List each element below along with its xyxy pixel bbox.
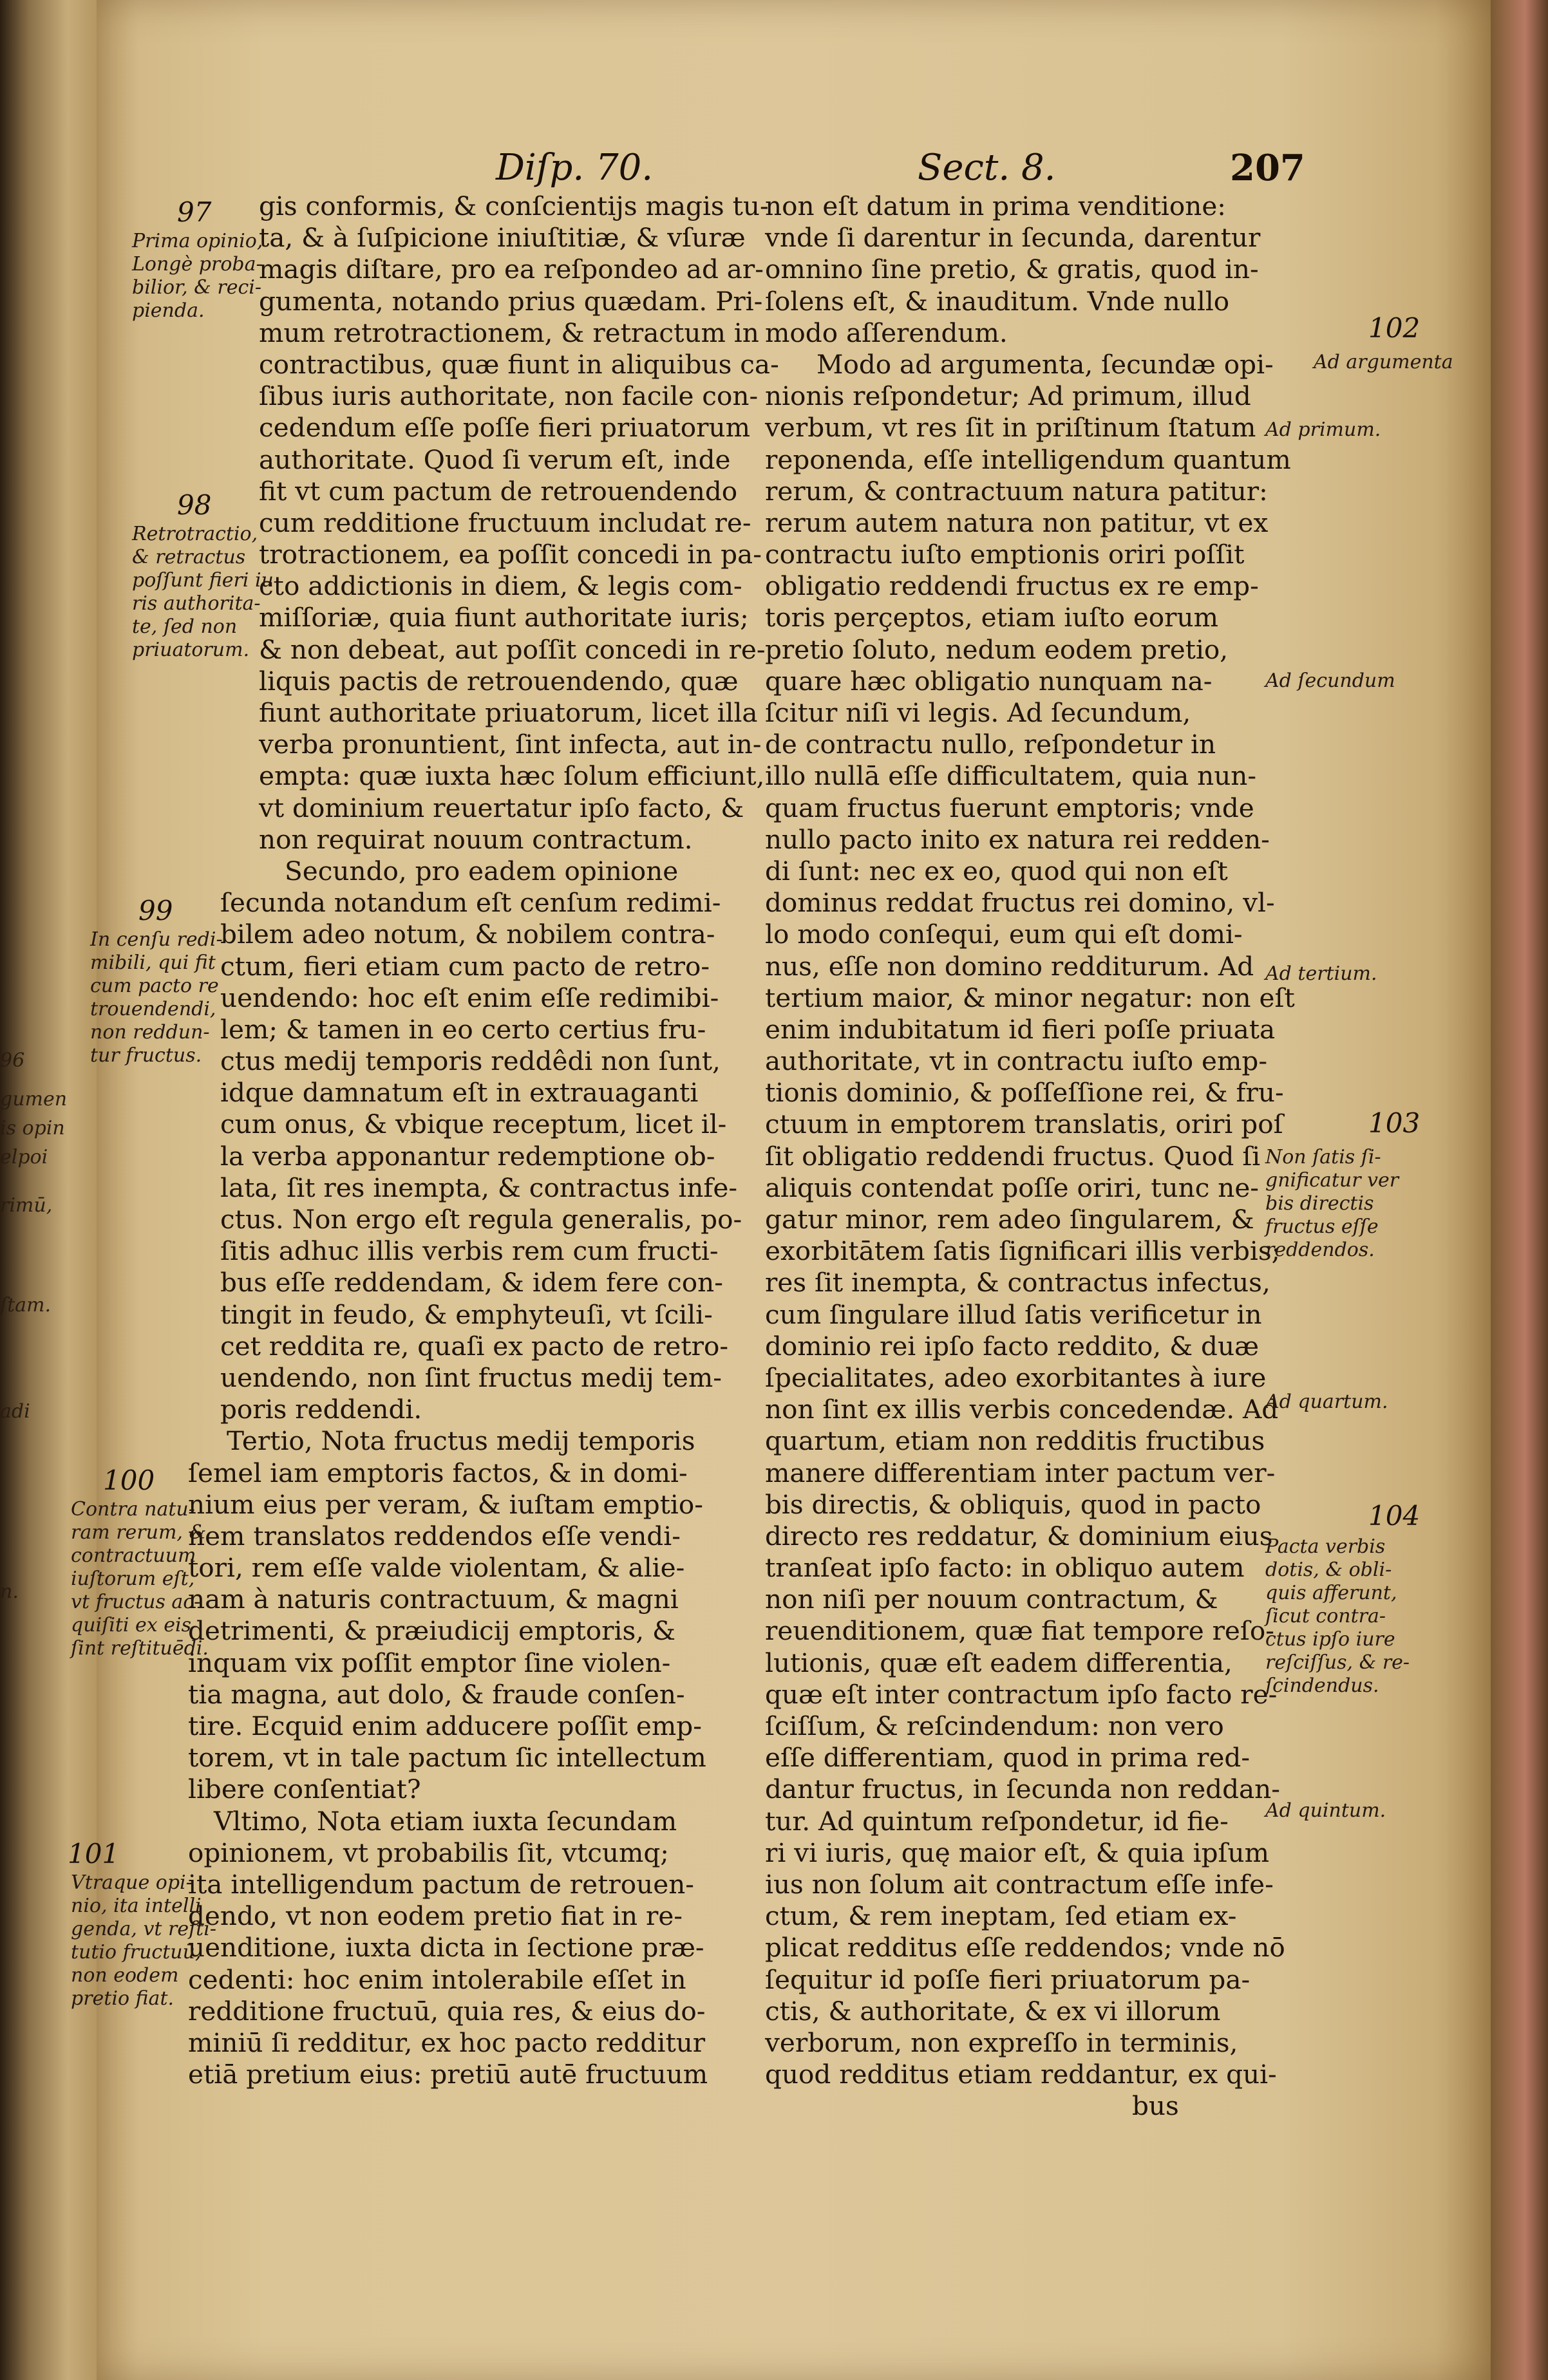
text-line: lo modo conſequi, eum qui eſt domi- [765,919,1243,950]
margin-note-line: tutio fructuū, [71,1941,202,1963]
text-line: liquis pactis de retrouendendo, quæ [259,665,739,697]
text-line: ſequitur id poſſe fieri priuatorum pa- [765,1963,1251,1995]
margin-note-line: pretio fiat. [71,1987,175,2010]
paragraph-number: 97 [177,196,212,228]
text-line: tire. Ecquid enim adducere poſſit emp- [188,1710,702,1741]
text-line: vnde ſi darentur in ſecunda, darentur [765,222,1261,254]
text-line: idque damnatum eſt in extrauaganti [220,1077,699,1109]
text-line: authoritate, vt in contractu iuſto emp- [765,1045,1268,1077]
margin-note-line: trouendendi, [90,998,216,1020]
margin-note-line: genda, vt reſti- [71,1918,216,1940]
text-line: non eſt datum in prima venditione: [765,191,1226,221]
text-line: nam à naturis contractuum, & magni [188,1584,679,1615]
text-line: toris perçeptos, etiam iuſto eorum [765,602,1219,633]
text-line: trotractionem, ea poſſit concedi in pa- [259,539,762,570]
header-section: Sect. 8. [918,147,1056,189]
text-line: eſſe differentiam, quod in prima red- [765,1742,1251,1774]
margin-note-line: ſcindendus. [1265,1674,1379,1697]
text-line: ctum, fieri etiam cum pacto de retro- [220,950,710,982]
margin-note [132,230,263,323]
text-line: ſemel iam emptoris factos, & in domi- [188,1457,688,1488]
text-line: ſciſſum, & reſcindendum: non vero [765,1710,1224,1741]
margin-note-line: Vtraque opi- [71,1871,193,1894]
margin-note [1265,1146,1399,1262]
paragraph-number: 100 [103,1465,155,1496]
margin-note-line: fructus eſſe [1265,1215,1379,1238]
margin-note-line: non eodem [71,1964,179,1987]
text-line: ius non ſolum ait contractum eſſe infe- [765,1868,1274,1900]
margin-note [90,928,223,1067]
text-line: tori, rem eſſe valde violentam, & alie- [188,1552,685,1584]
text-line: contractu iuſto emptionis oriri poſſit [765,539,1245,570]
text-line: nium eius per veram, & iuſtam emptio- [188,1488,703,1520]
text-line: libere conſentiat? [188,1774,421,1805]
text-line: quare hæc obligatio nunquam na- [765,665,1213,697]
text-line: magis diſtare, pro ea reſpondeo ad ar- [259,254,764,285]
margin-note-line: & retractus [132,546,246,568]
text-line: miſſoriæ, quia fiunt authoritate iuris; [259,602,749,633]
text-line: quod redditus etiam reddantur, ex qui- [765,2059,1277,2090]
text-line: gis conformis, & conſcientijs magis tu- [259,191,769,221]
text-line: cum onus, & vbique receptum, licet il- [220,1109,727,1140]
margin-note-line: ram rerum, & [71,1521,207,1544]
text-line: opinionem, vt probabilis ſit, vtcumq; [188,1837,669,1868]
text-line: Vltimo, Nota etiam iuxta ſecundam [214,1805,677,1837]
margin-note [1265,962,1377,986]
text-line: plicat redditus eſſe reddendos; vnde nō [765,1932,1285,1963]
margin-note-line: Ad argumenta [1314,351,1453,373]
previous-page-fragment: adi [0,1400,30,1423]
previous-page-fragment: 96 [0,1049,25,1072]
margin-note-line: cum pacto re [90,975,219,997]
text-line: directo res reddatur, & dominium eius [765,1520,1273,1551]
text-line: ta, & à ſuſpicione iniuſtitiæ, & vſuræ [259,222,746,254]
margin-note [71,1498,209,1660]
previous-page-edge [0,0,97,2380]
text-line: dendo, vt non eodem pretio fiat in re- [188,1900,683,1932]
margin-note-line: dotis, & obli- [1265,1559,1392,1581]
text-line: ita intelligendum pactum de retrouen- [188,1868,694,1900]
margin-note-line: vt fructus ac- [71,1591,201,1613]
margin-note-line: Prima opinio, [132,230,263,252]
text-line: fit vt cum pactum de retrouendendo [259,475,738,507]
text-line: obligatio reddendi fructus ex re emp- [765,570,1259,602]
margin-note [1265,1535,1410,1698]
text-line: ſecunda notandum eſt cenſum redimi- [220,887,721,919]
text-line: dominio rei ipſo facto reddito, & duæ [765,1330,1260,1362]
page-number: 207 [1230,147,1305,189]
text-line: de contractu nullo, reſpondetur in [765,729,1216,760]
margin-note-line: reddendos. [1265,1239,1375,1261]
paragraph-number: 99 [138,895,173,926]
margin-note-line: pienda. [132,299,205,322]
right-text-column [765,191,1319,2122]
previous-page-fragment: gumen [0,1088,68,1110]
margin-note-line: ris authorita- [132,592,261,615]
margin-note [1265,418,1381,442]
paragraph-number: 102 [1368,312,1421,344]
text-line: exorbitātem ſatis ſignificari illis verbis; [765,1235,1281,1267]
book-fore-edge [1491,0,1548,2380]
text-line: cet reddita re, quaſi ex pacto de retro- [220,1330,729,1362]
margin-note-line: iuſtorum eſt, [71,1568,195,1590]
margin-note [132,523,274,662]
margin-note-line: quis afferunt, [1265,1582,1397,1604]
text-line: pretio ſoluto, nedum eodem pretio, [765,633,1229,665]
text-line: verborum, non expreſſo in terminis, [765,2027,1238,2058]
margin-note-line: mibili, qui fit [90,951,216,974]
margin-note-line: Ad ſecundum [1265,670,1395,692]
text-line: non ſint ex illis verbis concedendæ. Ad [765,1394,1279,1425]
text-line: mum retrotractionem, & retractum in [259,317,759,348]
text-line: gatur minor, rem adeo ſingularem, & [765,1204,1254,1235]
text-line: torem, vt in tale pactum ſic intellectum [188,1742,706,1774]
text-line: ſolens eſt, & inauditum. Vnde nullo [765,285,1230,317]
text-line: vt dominium reuertatur ipſo facto, & [259,792,744,823]
margin-note-line: reſciſſus, & re- [1265,1651,1410,1674]
margin-note-line: Non ſatis ſi- [1265,1146,1381,1168]
text-line: dominus reddat fructus rei domino, vl- [765,887,1275,919]
text-line: bilem adeo notum, & nobilem contra- [220,919,715,950]
text-line: ctuum in emptorem translatis, oriri poſ [765,1109,1283,1140]
margin-note-line: priuatorum. [132,639,250,661]
text-line: gumenta, notando prius quædam. Pri- [259,285,763,317]
text-line: etiā pretium eius: pretiū autē fructuum [188,2059,708,2090]
text-line: uendendo: hoc eſt enim eſſe redimibi- [220,982,719,1013]
margin-note-line: contractuum [71,1544,196,1567]
text-line: tur. Ad quintum reſpondetur, id fie- [765,1805,1229,1837]
text-line: modo aſſerendum. [765,317,1008,348]
text-line: uenditione, iuxta dicta in ſectione præ- [188,1932,704,1963]
text-line: ri vi iuris, quę maior eſt, & quia ipſum [765,1837,1269,1868]
margin-note-line: quiſiti ex eis [71,1614,191,1636]
text-line: lata, ſit res inempta, & contractus infe- [220,1172,738,1203]
text-line: poris reddendi. [220,1394,422,1425]
text-line: cedendum eſſe poſſe fieri priuatorum [259,412,750,444]
previous-page-fragment: elpoi [0,1146,48,1168]
text-line: fiunt authoritate priuatorum, licet illa [259,697,758,728]
margin-note-line: nio, ita intelli [71,1895,202,1917]
text-line: dantur fructus, in ſecunda non reddan- [765,1774,1280,1805]
margin-note-line: ſicut contra- [1265,1605,1386,1627]
margin-note-line: Ad tertium. [1265,962,1377,985]
text-line: non niſi per nouum contractum, & [765,1584,1218,1615]
margin-note [1265,670,1395,693]
margin-note [1265,1391,1388,1414]
text-line: Modo ad argumenta, ſecundæ opi- [816,348,1274,380]
previous-page-fragment: rimū, [0,1194,53,1217]
text-line: cum redditione fructuum includat re- [259,507,751,538]
text-line: res ſit inempta, & contractus infectus, [765,1267,1270,1298]
text-line: cto addictionis in diem, & legis com- [259,570,742,602]
margin-note-line: Pacta verbis [1265,1535,1386,1558]
text-line: bus eſſe reddendam, & idem fere con- [220,1267,723,1298]
text-line: reuenditionem, quæ fiat tempore reſo- [765,1615,1274,1647]
paragraph-number: 101 [68,1838,120,1869]
margin-note-line: Contra natu- [71,1498,195,1521]
text-line: verba pronuntient, ſint infecta, aut in- [259,729,762,760]
text-line: empta: quæ iuxta hæc ſolum efficiunt, [259,760,765,792]
text-line: inquam vix poſſit emptor ſine violen- [188,1647,671,1678]
margin-note-line: poſſunt fieri iu [132,569,274,592]
text-line: aliquis contendat poſſe oriri, tunc ne- [765,1172,1259,1203]
text-line: authoritate. Quod ſi verum eſt, inde [259,444,731,475]
text-line: & non debeat, aut poſſit concedi in re- [259,633,766,665]
text-line: la verba apponantur redemptione ob- [220,1140,715,1172]
text-line: detrimenti, & præiudicij emptoris, & [188,1615,676,1647]
text-line: ſcitur niſi vi legis. Ad ſecundum, [765,697,1191,728]
text-line: enim indubitatum id fieri poſſe priuata [765,1013,1276,1045]
text-line: illo nullā eſſe difficultatem, quia nun- [765,760,1257,792]
text-line: ctum, & rem ineptam, ſed etiam ex- [765,1900,1237,1932]
text-line: tionis dominio, & poſſeſſione rei, & fru- [765,1077,1284,1109]
paragraph-number: 104 [1368,1500,1421,1532]
text-line: ſibus iuris authoritate, non facile con- [259,380,759,412]
text-line: bis directis, & obliquis, quod in pacto [765,1488,1261,1520]
margin-note [1314,351,1453,374]
margin-note-line: tur fructus. [90,1044,202,1067]
text-line: lutionis, quæ eſt eadem differentia, [765,1647,1232,1678]
margin-note-line: ſint reſtituēdi. [71,1637,209,1660]
previous-page-fragment: n. [0,1580,19,1603]
margin-note-line: Ad primum. [1265,418,1381,441]
text-line: cum ſingulare illud ſatis verificetur in [765,1298,1262,1330]
text-line: ctus. Non ergo eſt regula generalis, po- [220,1204,742,1235]
margin-note-line: Ad quintum. [1265,1799,1386,1822]
paragraph-number: 103 [1368,1107,1421,1139]
text-line: Tertio, Nota fructus medij temporis [227,1425,695,1457]
text-line: redditione fructuū, quia res, & eius do- [188,1995,706,2027]
text-line: ſit obligatio reddendi fructus. Quod ſi [765,1140,1261,1172]
text-line: quam fructus fuerunt emptoris; vnde [765,792,1254,823]
text-line: ctus medij temporis reddêdi non ſunt, [220,1045,721,1077]
text-line: lem; & tamen in eo certo certius fru- [220,1013,706,1045]
margin-note [71,1871,216,2010]
text-line: Secundo, pro eadem opinione [285,855,679,886]
text-line: nullo pacto inito ex natura rei redden- [765,823,1270,855]
text-line: cedenti: hoc enim intolerabile eſſet in [188,1963,686,1995]
text-line: ctis, & authoritate, & ex vi illorum [765,1995,1221,2027]
margin-note-line: Ad quartum. [1265,1391,1388,1413]
margin-note-line: ctus ipſo iure [1265,1628,1395,1651]
text-line: rerum autem natura non patitur, vt ex [765,507,1269,538]
margin-note-line: non reddun- [90,1021,210,1044]
text-line: nionis reſpondetur; Ad primum, illud [765,380,1251,412]
text-line: quartum, etiam non redditis fructibus [765,1425,1265,1457]
text-line: di ſunt: nec ex eo, quod qui non eſt [765,855,1228,886]
text-line: tingit in feudo, & emphyteuſi, vt ſcili- [220,1298,713,1330]
margin-note [1265,1799,1386,1822]
margin-note-line: bis directis [1265,1192,1374,1215]
text-line: quæ eſt inter contractum ipſo facto re- [765,1678,1278,1710]
text-line: bus [1132,2090,1179,2122]
text-line: non requirat nouum contractum. [259,823,693,855]
text-line: miniū ſi redditur, ex hoc pacto redditur [188,2027,706,2058]
text-line: reponenda, eſſe intelligendum quantum [765,444,1291,475]
text-line: tertium maior, & minor negatur: non eſt [765,982,1295,1013]
text-line: nus, eſſe non domino redditurum. Ad [765,950,1254,982]
margin-note-line: Longè proba- [132,253,263,276]
header-disputation: Diſp. 70. [496,147,654,189]
margin-note-line: gnificatur ver [1265,1169,1399,1192]
previous-page-fragment: is opin [0,1117,65,1139]
left-text-column [188,191,779,2090]
text-line: ſpecialitates, adeo exorbitantes à iure [765,1362,1267,1393]
margin-note-line: te, ſed non [132,615,238,638]
text-line: nem translatos reddendos eſſe vendi- [188,1520,681,1551]
margin-note-line: Retrotractio, [132,523,258,545]
text-line: rerum, & contractuum natura patitur: [765,475,1268,507]
margin-note-line: In cenſu redi- [90,928,223,951]
text-line: contractibus, quæ fiunt in aliquibus ca- [259,348,779,380]
paragraph-number: 98 [177,489,212,521]
text-line: tia magna, aut dolo, & fraude conſen- [188,1678,685,1710]
text-line: omnino ſine pretio, & gratis, quod in- [765,254,1259,285]
text-line: tranſeat ipſo facto: in obliquo autem [765,1552,1245,1584]
margin-note-line: bilior, & reci- [132,276,262,299]
text-line: manere differentiam inter pactum ver- [765,1457,1276,1488]
previous-page-fragment: ſtam. [0,1294,52,1316]
text-line: verbum, vt res ſit in priſtinum ſtatum [765,412,1256,444]
text-line: ſitis adhuc illis verbis rem cum fructi- [220,1235,719,1267]
text-line: uendendo, non ſint fructus medij tem- [220,1362,722,1393]
